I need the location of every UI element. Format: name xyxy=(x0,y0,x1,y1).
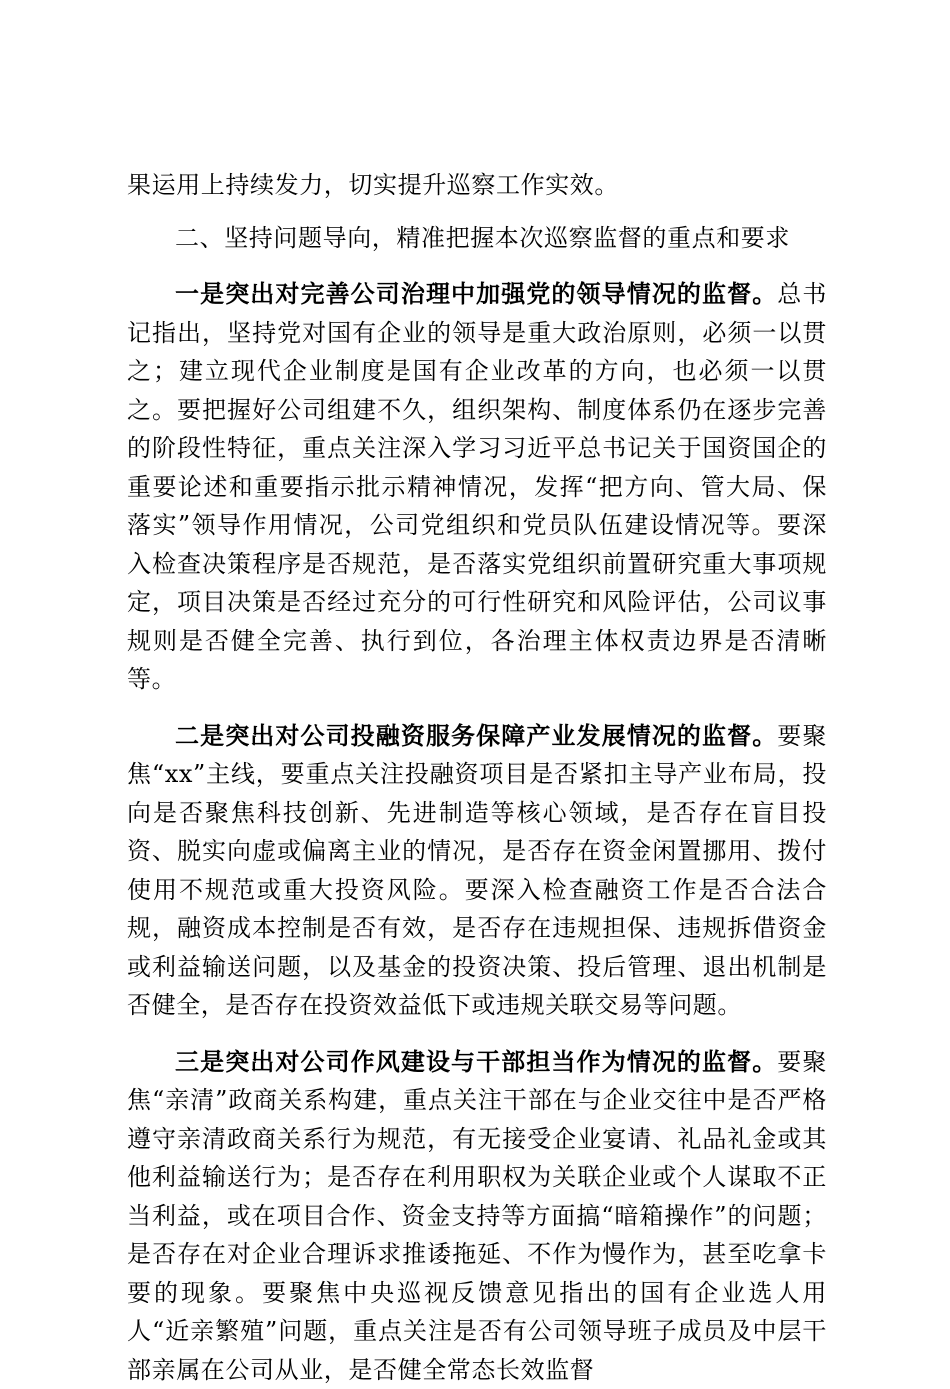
point-1-body: 总书记指出，坚持党对国有企业的领导是重大政治原则，必须一以贯之；建立现代企业制度是国有企业改革的方向，也必须一以贯之。要把握好公司组建不久，组织架构、制度体系仍在逐步完善的阶段性特征，重点关注深入学习习近平总书记关于国资国企的重要论述和重要指示批示精神情况，发挥“把方向、管大局、保落实”领导作用情况，公司党组织和党员队伍建设情况等。要深入检查决策程序是否规范，是否落实党组织前置研究重大事项规定，项目决策是否经过充分的可行性研究和风险评估，公司议事规则是否健全完善、执行到位，各治理主体权责边界是否清晰等。 xyxy=(127,280,827,693)
continuation-text: 果运用上持续发力，切实提升巡察工作实效。 xyxy=(127,171,619,199)
continuation-paragraph xyxy=(127,166,827,205)
point-1-lead: 一是突出对完善公司治理中加强党的领导情况的监督。 xyxy=(175,279,777,308)
paragraph-point-1 xyxy=(127,275,827,699)
paragraph-point-3 xyxy=(127,1043,827,1389)
document-body xyxy=(127,166,827,1389)
point-3-body: 要聚焦“亲清”政商关系构建，重点关注干部在与企业交往中是否严格遵守亲清政商关系行为规范，有无接受企业宴请、礼品礼金或其他利益输送行为；是否存在利用职权为关联企业或个人谋取不正当利益，或在项目合作、资金支持等方面搞“暗箱操作”的问题；是否存在对企业合理诉求推诿拖延、不作为慢作为，甚至吃拿卡要的现象。要聚焦中央巡视反馈意见指出的国有企业选人用人“近亲繁殖”问题，重点关注是否有公司领导班子成员及中层干部亲属在公司从业，是否健全常态长效监督 xyxy=(127,1048,827,1384)
point-2-body: 要聚焦“xx”主线，要重点关注投融资项目是否紧扣主导产业布局，投向是否聚焦科技创新、先进制造等核心领域，是否存在盲目投资、脱实向虚或偏离主业的情况，是否存在资金闲置挪用、拨付使用不规范或重大投资风险。要深入检查融资工作是否合法合规，融资成本控制是否有效，是否存在违规担保、违规拆借资金或利益输送问题，以及基金的投资决策、投后管理、退出机制是否健全，是否存在投资效益低下或违规关联交易等问题。 xyxy=(127,722,827,1020)
point-2-lead: 二是突出对公司投融资服务保障产业发展情况的监督。 xyxy=(175,721,777,750)
paragraph-point-2 xyxy=(127,717,827,1025)
point-3-lead: 三是突出对公司作风建设与干部担当作为情况的监督。 xyxy=(175,1047,777,1076)
section-heading xyxy=(127,219,827,258)
section-heading-text: 二、坚持问题导向，精准把握本次巡察监督的重点和要求 xyxy=(175,224,790,252)
